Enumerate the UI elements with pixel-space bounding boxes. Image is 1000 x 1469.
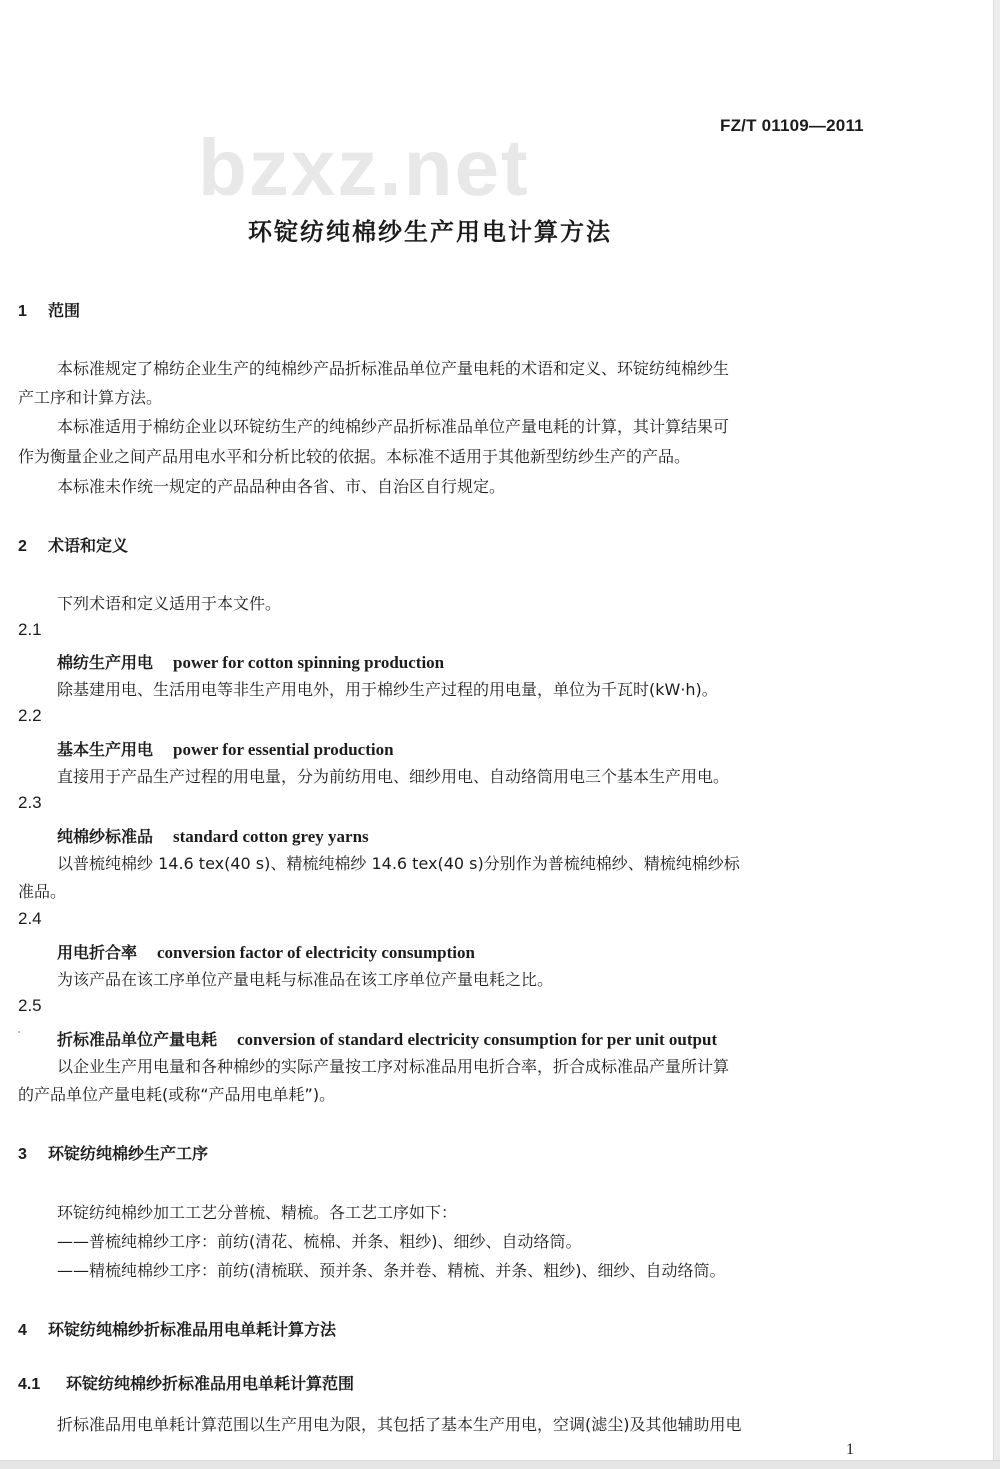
- term-zh: 折标准品单位产量电耗: [57, 1030, 218, 1049]
- paragraph-line: 环锭纺纯棉纱加工工艺分普梳、精梳。各工艺工序如下：: [57, 1203, 458, 1222]
- subsection-4-1-heading: [18, 1371, 354, 1394]
- page-edge-shadow: [993, 0, 1000, 1468]
- term-zh: 基本生产用电: [57, 740, 154, 759]
- section-1-heading: [18, 298, 80, 321]
- term-en: power for essential production: [173, 740, 394, 759]
- section-number: 2: [18, 538, 27, 555]
- term-zh: 用电折合率: [57, 943, 138, 962]
- scan-speck: [18, 1031, 20, 1033]
- term-en: conversion of standard electricity consumption for per unit output: [237, 1030, 718, 1049]
- term-entry: [57, 824, 369, 847]
- subsection-title: 环锭纺纯棉纱折标准品用电单耗计算范围: [66, 1374, 355, 1393]
- section-number: 4: [18, 1322, 27, 1339]
- section-number: 3: [18, 1146, 27, 1163]
- section-number: 1: [18, 303, 27, 320]
- term-entry: [57, 940, 475, 963]
- term-en: power for cotton spinning production: [173, 653, 445, 672]
- section-4-heading: [18, 1317, 336, 1340]
- subsection-number: 4.1: [18, 1376, 41, 1393]
- paragraph-line: 本标准适用于棉纺企业以环锭纺生产的纯棉纱产品折标准品单位产量电耗的计算，其计算结果可: [57, 417, 730, 436]
- clause-number: 2.5: [18, 996, 42, 1015]
- paragraph-line: 本标准未作统一规定的产品品种由各省、市、自治区自行规定。: [57, 477, 506, 496]
- term-definition: 的产品单位产量电耗(或称“产品用电单耗”)。: [18, 1085, 336, 1104]
- list-item: ——精梳纯棉纱工序：前纺(清梳联、预并条、条并卷、精梳、并条、粗纱)、细纱、自动络筒。: [57, 1261, 726, 1280]
- term-definition: 以普梳纯棉纱 14.6 tex(40 s)、精梳纯棉纱 14.6 tex(40 s)分别作为普梳纯棉纱、精梳纯棉纱标: [57, 854, 740, 873]
- clause-number: 2.4: [18, 909, 42, 928]
- section-title: 环锭纺纯棉纱折标准品用电单耗计算方法: [48, 1320, 337, 1339]
- term-definition: 以企业生产用电量和各种棉纱的实际产量按工序对标准品用电折合率，折合成标准品产量所计算: [57, 1057, 730, 1076]
- term-en: standard cotton grey yarns: [173, 827, 369, 846]
- clause-number: 2.1: [18, 620, 42, 639]
- clause-number: 2.2: [18, 706, 42, 725]
- watermark: bzxz.net: [198, 123, 530, 212]
- term-definition: 除基建用电、生活用电等非生产用电外，用于棉纱生产过程的用电量，单位为千瓦时(kW·h)。: [57, 680, 718, 699]
- term-entry: [57, 737, 394, 760]
- paragraph-line: 产工序和计算方法。: [18, 388, 163, 407]
- paragraph-line: 作为衡量企业之间产品用电水平和分析比较的依据。本标准不适用于其他新型纺纱生产的产品。: [18, 447, 691, 466]
- standard-code: FZ/T 01109—2011: [720, 116, 864, 135]
- page-number: 1: [846, 1441, 854, 1458]
- clause-number: 2.3: [18, 793, 42, 812]
- term-definition: 准品。: [18, 882, 67, 901]
- term-zh: 纯棉纱标准品: [57, 827, 154, 846]
- term-definition: 直接用于产品生产过程的用电量，分为前纺用电、细纱用电、自动络筒用电三个基本生产用电。: [57, 767, 730, 786]
- section-title: 术语和定义: [48, 536, 129, 555]
- section-title: 范围: [48, 301, 81, 320]
- paragraph-line: 本标准规定了棉纺企业生产的纯棉纱产品折标准品单位产量电耗的术语和定义、环锭纺纯棉纱生: [57, 359, 730, 378]
- section-title: 环锭纺纯棉纱生产工序: [48, 1144, 209, 1163]
- term-entry: [57, 1027, 717, 1050]
- document-title: 环锭纺纯棉纱生产用电计算方法: [248, 218, 612, 246]
- list-item: ——普梳纯棉纱工序：前纺(清花、梳棉、并条、粗纱)、细纱、自动络筒。: [57, 1232, 582, 1251]
- section-2-heading: [18, 533, 128, 556]
- paragraph-line: 下列术语和定义适用于本文件。: [57, 594, 282, 613]
- term-entry: [57, 650, 444, 673]
- term-zh: 棉纺生产用电: [57, 653, 154, 672]
- term-definition: 为该产品在该工序单位产量电耗与标准品在该工序单位产量电耗之比。: [57, 970, 554, 989]
- paragraph-line: 折标准品用电单耗计算范围以生产用电为限，其包括了基本生产用电，空调(滤尘)及其他辅助用电: [57, 1415, 742, 1434]
- term-en: conversion factor of electricity consumption: [157, 943, 475, 962]
- section-3-heading: [18, 1141, 208, 1164]
